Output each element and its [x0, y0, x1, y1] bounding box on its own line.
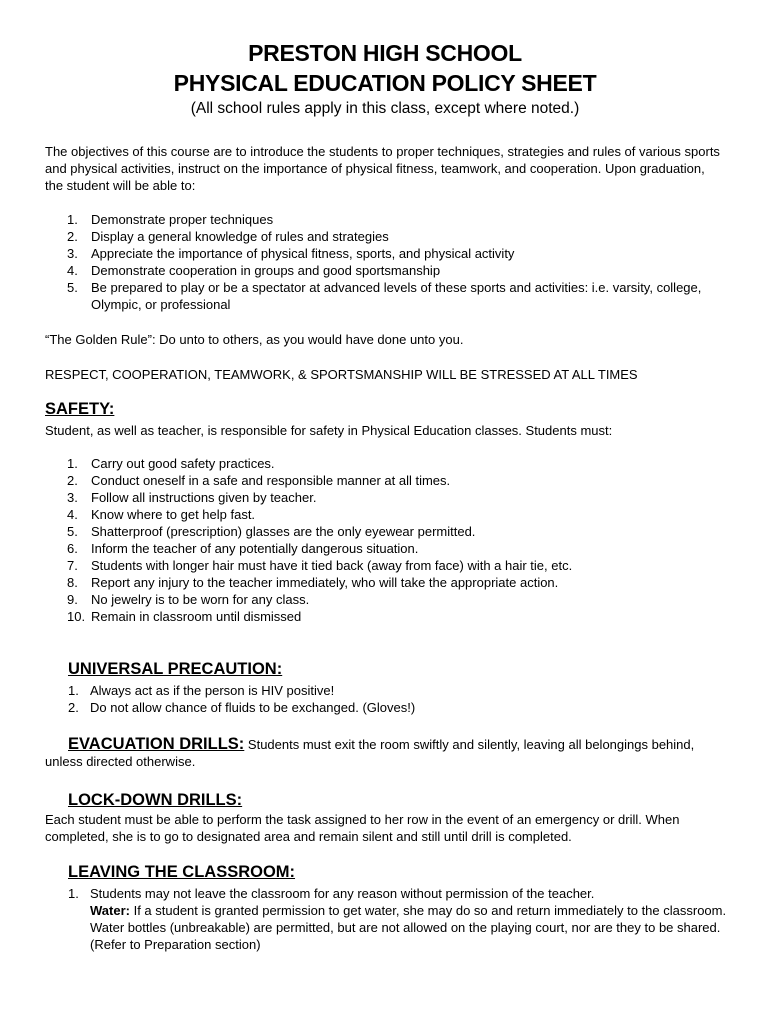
item-number: 1.: [68, 886, 79, 901]
list-item: [45, 472, 725, 489]
item-text: Always act as if the person is HIV positive!: [90, 683, 335, 698]
list-item: [45, 885, 735, 953]
item-number: 1.: [67, 456, 78, 471]
list-item: [45, 245, 725, 262]
document-subtitle: (All school rules apply in this class, except where noted.): [190, 100, 580, 117]
item-text: Shatterproof (prescription) glasses are the only eyewear permitted.: [91, 524, 476, 539]
universal-precaution-heading: UNIVERSAL PRECAUTION:: [68, 660, 283, 678]
item-text: Carry out good safety practices.: [91, 456, 275, 471]
list-item: [45, 557, 725, 574]
list-item: [45, 211, 725, 228]
safety-list: [45, 455, 725, 625]
item-number: 4.: [67, 507, 78, 522]
school-title: PRESTON HIGH SCHOOL: [248, 40, 522, 66]
item-number: 5.: [67, 280, 78, 295]
list-item: [45, 608, 725, 625]
item-text: Students may not leave the classroom for any reason without permission of the teacher.: [90, 886, 595, 901]
water-label: Water:: [90, 903, 130, 918]
list-item: [45, 699, 725, 716]
list-item: [45, 523, 725, 540]
item-number: 2.: [67, 229, 78, 244]
golden-rule: “The Golden Rule”: Do unto to others, as you would have done unto you.: [45, 332, 464, 347]
item-text: Appreciate the importance of physical fitness, sports, and physical activity: [91, 246, 515, 261]
leaving-classroom-list: [45, 885, 735, 953]
item-number: 3.: [67, 246, 78, 261]
item-number: 8.: [67, 575, 78, 590]
item-text: Inform the teacher of any potentially dangerous situation.: [91, 541, 419, 556]
item-text: Display a general knowledge of rules and strategies: [91, 229, 389, 244]
item-number: 7.: [67, 558, 78, 573]
list-item: [45, 540, 725, 557]
water-text: If a student is granted permission to get water, she may do so and return immediately to the classroom. Water bottles (unbreakable) are permitted, but are not allowed on the playing court, nor are they to be shared. (Refer to Preparation section): [90, 903, 727, 952]
list-item: [45, 279, 725, 313]
safety-heading: SAFETY:: [45, 400, 115, 418]
safety-intro: Student, as well as teacher, is responsible for safety in Physical Education classes. Students must:: [45, 423, 613, 438]
objectives-intro: The objectives of this course are to introduce the students to proper techniques, strategies and rules of various sports and physical activities, instruct on the importance of physical fitness, teamwork, and cooperation. Upon graduation, the student will be able to:: [45, 144, 720, 193]
list-item: [45, 506, 725, 523]
universal-precaution-list: [45, 682, 725, 716]
document-title: PHYSICAL EDUCATION POLICY SHEET: [173, 70, 597, 96]
list-item: [45, 489, 725, 506]
item-text: No jewelry is to be worn for any class.: [91, 592, 310, 607]
list-item: [45, 574, 725, 591]
item-text: Follow all instructions given by teacher.: [91, 490, 317, 505]
item-number: 4.: [67, 263, 78, 278]
item-text: Conduct oneself in a safe and responsible manner at all times.: [91, 473, 451, 488]
item-number: 2.: [67, 473, 78, 488]
item-number: 10.: [67, 609, 86, 624]
item-number: 1.: [67, 212, 78, 227]
lockdown-heading: LOCK-DOWN DRILLS:: [68, 791, 243, 809]
item-text: Know where to get help fast.: [91, 507, 256, 522]
evacuation-section: [45, 736, 735, 770]
item-number: 3.: [67, 490, 78, 505]
item-text: Remain in classroom until dismissed: [91, 609, 302, 624]
item-text: Be prepared to play or be a spectator at advanced levels of these sports and activities: i.e. varsity, college, Olympic, or professional: [91, 280, 702, 312]
item-text: Students with longer hair must have it tied back (away from face) with a hair tie, etc.: [91, 558, 573, 573]
list-item: [45, 262, 725, 279]
lockdown-text: Each student must be able to perform the task assigned to her row in the event of an emergency or drill. When completed, she is to go to designated area and remain silent and still until drill is completed.: [45, 812, 680, 844]
item-text: Demonstrate cooperation in groups and good sportsmanship: [91, 263, 441, 278]
evacuation-heading: EVACUATION DRILLS:: [68, 735, 245, 753]
list-item: [45, 228, 725, 245]
list-item: [45, 455, 725, 472]
evacuation-text: Students must exit the room swiftly and silently, leaving all belongings behind, unless directed otherwise.: [45, 737, 695, 769]
list-item: [45, 591, 725, 608]
item-number: 6.: [67, 541, 78, 556]
respect-statement: RESPECT, COOPERATION, TEAMWORK, & SPORTSMANSHIP WILL BE STRESSED AT ALL TIMES: [45, 367, 638, 382]
item-number: 5.: [67, 524, 78, 539]
item-number: 1.: [68, 683, 79, 698]
item-text: Demonstrate proper techniques: [91, 212, 274, 227]
leaving-classroom-heading: LEAVING THE CLASSROOM:: [68, 863, 296, 881]
item-text: Do not allow chance of fluids to be exchanged. (Gloves!): [90, 700, 416, 715]
item-number: 2.: [68, 700, 79, 715]
list-item: [45, 682, 725, 699]
item-number: 9.: [67, 592, 78, 607]
item-text: Report any injury to the teacher immediately, who will take the appropriate action.: [91, 575, 559, 590]
objectives-list: [45, 211, 725, 313]
water-policy: [90, 902, 735, 953]
